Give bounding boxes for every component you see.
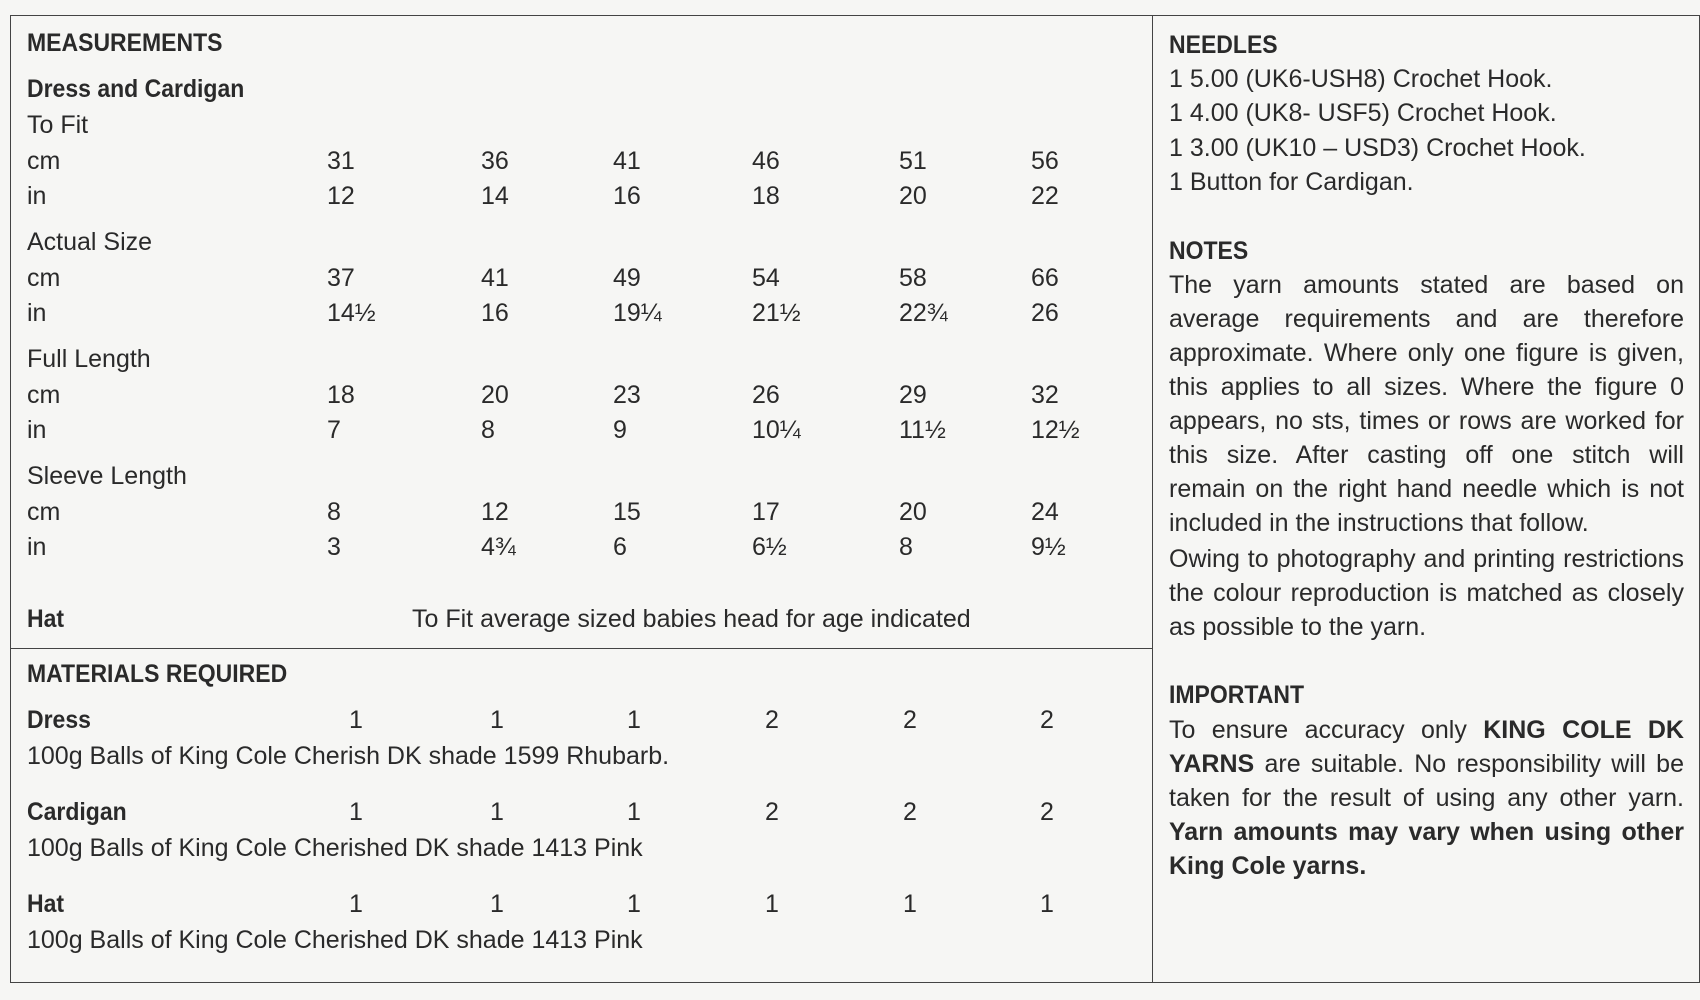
column-divider [1152, 15, 1153, 983]
to-fit-cm-value: 41 [613, 147, 641, 175]
to-fit-in-value: 22 [1031, 182, 1059, 210]
full-length-cm-value: 26 [752, 381, 780, 409]
actual-size-in-value: 21½ [752, 299, 801, 327]
hat-balls-value: 1 [765, 890, 779, 918]
important-text-2: are suitable. No responsibility will be taken for the result of using any other yarn. [1169, 750, 1684, 812]
hat-materials-label: Hat [27, 890, 65, 918]
hat-balls-value: 1 [627, 890, 641, 918]
sleeve-length-label: Sleeve Length [27, 462, 187, 490]
actual-size-in-label: in [27, 299, 47, 327]
sleeve-length-in-value: 8 [899, 533, 913, 561]
to-fit-cm-value: 36 [481, 147, 509, 175]
dress-cardigan-subheading: Dress and Cardigan [27, 75, 245, 103]
actual-size-cm-value: 49 [613, 264, 641, 292]
sleeve-length-cm-value: 15 [613, 498, 641, 526]
dress-yarn-description: 100g Balls of King Cole Cherish DK shade 1599 Rhubarb. [27, 742, 670, 770]
to-fit-cm-value: 31 [327, 147, 355, 175]
cardigan-label: Cardigan [27, 798, 127, 826]
hat-yarn-description: 100g Balls of King Cole Cherished DK shade 1413 Pink [27, 926, 643, 954]
sleeve-length-in-value: 9½ [1031, 533, 1066, 561]
dress-balls-value: 2 [765, 706, 779, 734]
actual-size-in-value: 19¼ [613, 299, 662, 327]
to-fit-cm-value: 46 [752, 147, 780, 175]
hat-fit-text: To Fit average sized babies head for age indicated [412, 605, 971, 633]
important-paragraph [1169, 713, 1684, 883]
dress-label: Dress [27, 706, 91, 734]
needle-line: 1 4.00 (UK8- USF5) Crochet Hook. [1169, 99, 1557, 127]
section-divider [10, 648, 1152, 649]
cardigan-balls-value: 2 [903, 798, 917, 826]
dress-balls-value: 1 [490, 706, 504, 734]
cardigan-balls-value: 2 [1040, 798, 1054, 826]
full-length-cm-label: cm [27, 381, 61, 409]
to-fit-in-value: 12 [327, 182, 355, 210]
to-fit-in-value: 20 [899, 182, 927, 210]
important-heading: IMPORTANT [1169, 681, 1305, 709]
full-length-in-value: 12½ [1031, 416, 1080, 444]
full-length-label: Full Length [27, 345, 151, 373]
full-length-cm-value: 18 [327, 381, 355, 409]
to-fit-in-label: in [27, 182, 47, 210]
sleeve-length-cm-value: 24 [1031, 498, 1059, 526]
sleeve-length-in-label: in [27, 533, 47, 561]
actual-size-cm-value: 58 [899, 264, 927, 292]
dress-balls-value: 2 [1040, 706, 1054, 734]
full-length-in-value: 9 [613, 416, 627, 444]
actual-size-cm-value: 37 [327, 264, 355, 292]
full-length-cm-value: 23 [613, 381, 641, 409]
cardigan-balls-value: 1 [627, 798, 641, 826]
hat-balls-value: 1 [903, 890, 917, 918]
button-line: 1 Button for Cardigan. [1169, 168, 1414, 196]
measurements-heading: MEASUREMENTS [27, 29, 223, 57]
notes-colour-paragraph: Owing to photography and printing restrictions the colour reproduction is matched as closely as possible to the yarn. [1169, 545, 1684, 641]
actual-size-in-value: 16 [481, 299, 509, 327]
notes-heading: NOTES [1169, 237, 1249, 265]
hat-balls-value: 1 [490, 890, 504, 918]
important-bold-1: KING COLE DK YARNS [1169, 716, 1684, 778]
to-fit-cm-value: 56 [1031, 147, 1059, 175]
sleeve-length-in-value: 4¾ [481, 533, 516, 561]
to-fit-in-value: 14 [481, 182, 509, 210]
important-bold-2: Yarn amounts may vary when using other King Cole yarns. [1169, 818, 1684, 880]
to-fit-cm-value: 51 [899, 147, 927, 175]
actual-size-in-value: 14½ [327, 299, 376, 327]
to-fit-label: To Fit [27, 111, 89, 139]
actual-size-in-value: 22¾ [899, 299, 948, 327]
actual-size-cm-value: 54 [752, 264, 780, 292]
full-length-cm-value: 32 [1031, 381, 1059, 409]
needle-line: 1 3.00 (UK10 – USD3) Crochet Hook. [1169, 134, 1586, 162]
to-fit-in-value: 18 [752, 182, 780, 210]
sleeve-length-cm-value: 12 [481, 498, 509, 526]
full-length-cm-value: 20 [481, 381, 509, 409]
cardigan-balls-value: 1 [490, 798, 504, 826]
actual-size-cm-value: 41 [481, 264, 509, 292]
cardigan-balls-value: 1 [349, 798, 363, 826]
needles-heading: NEEDLES [1169, 31, 1278, 59]
important-text-1: To ensure accuracy only [1169, 716, 1484, 744]
full-length-in-label: in [27, 416, 47, 444]
actual-size-cm-value: 66 [1031, 264, 1059, 292]
materials-heading: MATERIALS REQUIRED [27, 660, 288, 688]
sleeve-length-in-value: 6 [613, 533, 627, 561]
hat-label: Hat [27, 605, 65, 633]
dress-balls-value: 2 [903, 706, 917, 734]
dress-balls-value: 1 [349, 706, 363, 734]
sleeve-length-cm-label: cm [27, 498, 61, 526]
sleeve-length-cm-value: 17 [752, 498, 780, 526]
full-length-in-value: 10¼ [752, 416, 801, 444]
sleeve-length-in-value: 6½ [752, 533, 787, 561]
full-length-in-value: 7 [327, 416, 341, 444]
cardigan-yarn-description: 100g Balls of King Cole Cherished DK shade 1413 Pink [27, 834, 643, 862]
actual-size-in-value: 26 [1031, 299, 1059, 327]
cardigan-balls-value: 2 [765, 798, 779, 826]
needle-line: 1 5.00 (UK6-USH8) Crochet Hook. [1169, 65, 1553, 93]
hat-balls-value: 1 [1040, 890, 1054, 918]
hat-balls-value: 1 [349, 890, 363, 918]
to-fit-in-value: 16 [613, 182, 641, 210]
sleeve-length-in-value: 3 [327, 533, 341, 561]
full-length-cm-value: 29 [899, 381, 927, 409]
actual-size-cm-label: cm [27, 264, 61, 292]
to-fit-cm-label: cm [27, 147, 61, 175]
full-length-in-value: 8 [481, 416, 495, 444]
dress-balls-value: 1 [627, 706, 641, 734]
actual-size-label: Actual Size [27, 228, 153, 256]
full-length-in-value: 11½ [899, 416, 946, 444]
notes-paragraph: The yarn amounts stated are based on average requirements and are therefore approximate. Where only one figure is given, this applies to all sizes. Where the figure 0 appears, no sts, times or rows are worked for this size. After casting off one stitch will remain on the right hand needle which is not included in the instructions that follow. [1169, 271, 1684, 537]
sleeve-length-cm-value: 20 [899, 498, 927, 526]
sleeve-length-cm-value: 8 [327, 498, 341, 526]
